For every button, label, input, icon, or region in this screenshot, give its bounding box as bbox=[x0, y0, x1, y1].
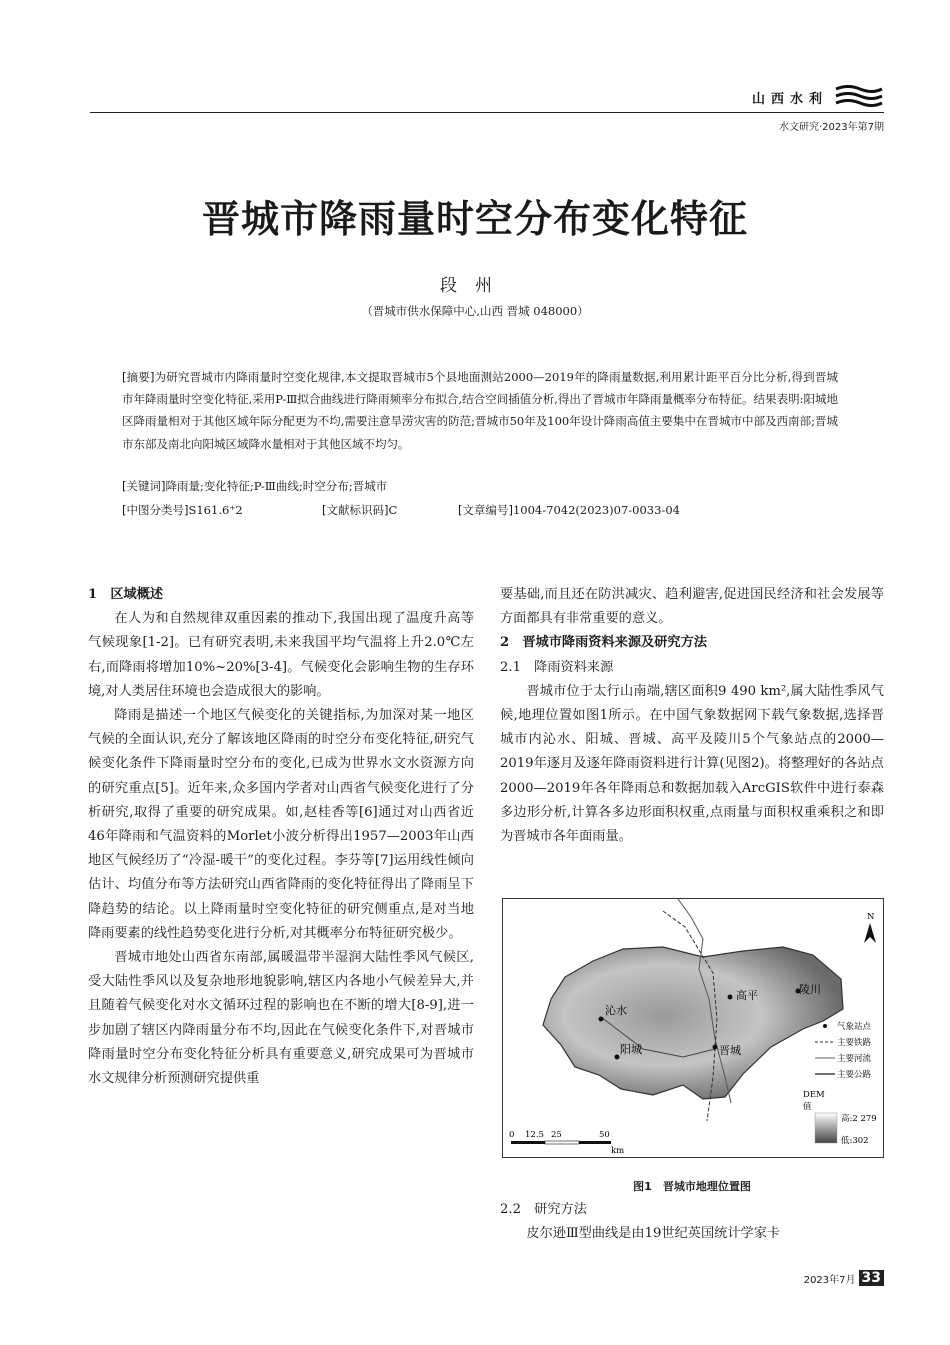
station-jincheng bbox=[713, 1045, 718, 1050]
scale-tick-0: 0 bbox=[509, 1130, 515, 1140]
keywords bbox=[122, 478, 387, 494]
clc-value: S161.6⁺2 bbox=[188, 503, 243, 517]
section-2-heading: 2 晋城市降雨资料来源及研究方法 bbox=[500, 635, 707, 651]
region-outline bbox=[543, 947, 843, 1099]
journal-name: 山西水利 bbox=[751, 92, 828, 107]
footer-date: 2023年7月 bbox=[803, 1274, 856, 1286]
label-lingchuan: 陵川 bbox=[799, 983, 821, 996]
legend-highway: 主要公路 bbox=[837, 1070, 872, 1080]
paragraph-5: 皮尔逊Ⅲ型曲线是由19世纪英国统计学家卡 bbox=[526, 1226, 781, 1242]
label-qinshui: 沁水 bbox=[605, 1004, 627, 1017]
abstract bbox=[122, 366, 838, 455]
page-footer bbox=[804, 1270, 884, 1286]
author: 段州 bbox=[440, 276, 510, 296]
figure-1-map bbox=[502, 898, 884, 1158]
dem-value-label: 值 bbox=[803, 1102, 812, 1112]
column-right-lower bbox=[500, 1198, 884, 1246]
paragraph-4: 晋城市位于太行山南端,辖区面积9 490 km²,属大陆性季风气候,地理位置如图1所示。在中国气象数据网下载气象数据,选择晋城市内沁水、阳城、晋城、高平及陵川5个气象站点的2000—2019年逐月及逐年降雨资料进行计算(见图2)。将整理好的各站点2000—2019年各年降雨总和数据加载入ArcGIS软件中进行泰森多边形分析,计算各多边形面积权重,点雨量与面积权重乘积之和即为晋城市各年面雨量。 bbox=[500, 683, 884, 845]
clc-number bbox=[122, 502, 243, 518]
scale-bar-seg3 bbox=[579, 1141, 611, 1144]
clc-label: [中图分类号] bbox=[122, 503, 189, 517]
station-gaoping bbox=[728, 995, 733, 1000]
figure-1-caption: 图1 晋城市地理位置图 bbox=[633, 1180, 751, 1193]
map-graphic bbox=[503, 899, 883, 1157]
dem-title: DEM bbox=[803, 1090, 825, 1100]
article-value: 1004-7042(2023)07-0033-04 bbox=[512, 503, 680, 517]
legend-railway: 主要铁路 bbox=[837, 1038, 872, 1048]
label-jincheng: 晋城 bbox=[719, 1044, 741, 1057]
station-yangcheng bbox=[615, 1055, 620, 1060]
paragraph-2: 降雨是描述一个地区气候变化的关键指标,为加深对某一地区气候的全面认识,充分了解该地区降雨的时空分布变化特征,研究气候变化条件下降雨量时空分布的变化,已成为世界水文水资源方向的研究重点[5]。近年来,众多国内学者对山西省气候变化进行了分析研究,取得了重要的研究成果。如,赵桂香等[6]通过对山西省近46年降雨和气温资料的Morlet小波分析得出1957—2003年山西地区气候经历了“冷湿-暖干”的变化过程。李芬等[7]运用线性倾向估计、均值分布等方法研究山西省降雨的变化特征得出了降雨呈下降趋势的结论。以上降雨量时空变化特征的研究侧重点,是对当地降雨要素的线性趋势变化进行分析,对其概率分布特征研究极少。 bbox=[88, 708, 474, 941]
paragraph-3-continued: 要基础,而且还在防洪减灾、趋利避害,促进国民经济和社会发展等方面都具有非常重要的意义。 bbox=[500, 587, 884, 627]
header-rule bbox=[90, 112, 884, 113]
page-number: 33 bbox=[859, 1270, 884, 1286]
journal-logo bbox=[834, 84, 884, 110]
article-number bbox=[458, 502, 680, 518]
legend-station: 气象站点 bbox=[837, 1022, 872, 1032]
section-2-1-heading: 2.1 降雨资料来源 bbox=[500, 659, 614, 675]
doc-value: C bbox=[388, 503, 398, 517]
section-1-heading: 1 区域概述 bbox=[88, 587, 164, 602]
station-qinshui bbox=[599, 1017, 604, 1022]
dem-color-bar bbox=[815, 1113, 837, 1143]
doc-code bbox=[322, 502, 397, 518]
scale-bar-seg2 bbox=[545, 1141, 579, 1144]
article-title: 晋城市降雨量时空分布变化特征 bbox=[201, 196, 748, 241]
paragraph-3: 晋城市地处山西省东南部,属暖温带半湿润大陆性季风气候区,受大陆性季风以及复杂地形地貌影响,辖区内各地小气候差异大,并且随着气候变化对水文循环过程的影响也在不断的增大[8-9],进一步加剧了辖区内降雨量分布不均,因此在气候变化条件下,对晋城市降雨量时空分布变化特征分析具有重要意义,研究成果可为晋城市水文规律分析预测研究提供重 bbox=[88, 950, 474, 1087]
issue-info: 水文研究·2023年第7期 bbox=[779, 122, 884, 133]
paragraph-1: 在人为和自然规律双重因素的推动下,我国出现了温度升高等气候现象[1-2]。已有研究表明,未来我国平均气温将上升2.0℃左右,而降雨将增加10%~20%[3-4]。气候变化会影响生物的生存环境,对人类居住环境也会造成很大的影响。 bbox=[88, 611, 474, 699]
scale-tick-1: 12.5 bbox=[525, 1130, 544, 1140]
article-label: [文章编号] bbox=[458, 503, 513, 517]
dem-high: 高:2 279 bbox=[841, 1114, 877, 1124]
scale-tick-2: 25 bbox=[551, 1130, 562, 1140]
doc-label: [文献标识码] bbox=[322, 503, 389, 517]
scale-tick-3: 50 bbox=[599, 1130, 610, 1140]
column-right bbox=[500, 583, 884, 849]
north-label: N bbox=[867, 912, 875, 922]
abstract-label: [摘要] bbox=[122, 370, 155, 384]
legend-river: 主要河流 bbox=[837, 1054, 872, 1064]
scale-bar-seg1 bbox=[511, 1141, 545, 1144]
column-left bbox=[88, 583, 474, 1091]
section-2-2-heading: 2.2 研究方法 bbox=[500, 1202, 587, 1217]
keywords-label: [关键词] bbox=[122, 479, 166, 493]
keywords-text: 降雨量;变化特征;P-Ⅲ曲线;时空分布;晋城市 bbox=[165, 479, 388, 493]
scale-unit: km bbox=[611, 1146, 625, 1156]
label-yangcheng: 阳城 bbox=[620, 1043, 642, 1056]
dem-low: 低:302 bbox=[841, 1136, 869, 1146]
north-arrow-icon bbox=[864, 923, 876, 943]
label-gaoping: 高平 bbox=[736, 989, 758, 1002]
abstract-text: 为研究晋城市内降雨量时空变化规律,本文提取晋城市5个县地面测站2000—2019年的降雨量数据,利用累计距平百分比分析,得到晋城市年降雨量时空变化特征,采用P-Ⅲ拟合曲线进行降雨频率分布拟合,结合空间插值分析,得出了晋城市年降雨量概率分布特征。结果表明:阳城地区降雨量相对于其他区域年际分配更为不均,需要注意旱涝灾害的防范;晋城市50年及100年设计降雨高值主要集中在晋城市中部及西南部;晋城市东部及南北向阳城区域降水量相对于其他区域不均匀。 bbox=[122, 370, 838, 451]
affiliation: （晋城市供水保障中心,山西 晋城 048000） bbox=[361, 304, 589, 318]
